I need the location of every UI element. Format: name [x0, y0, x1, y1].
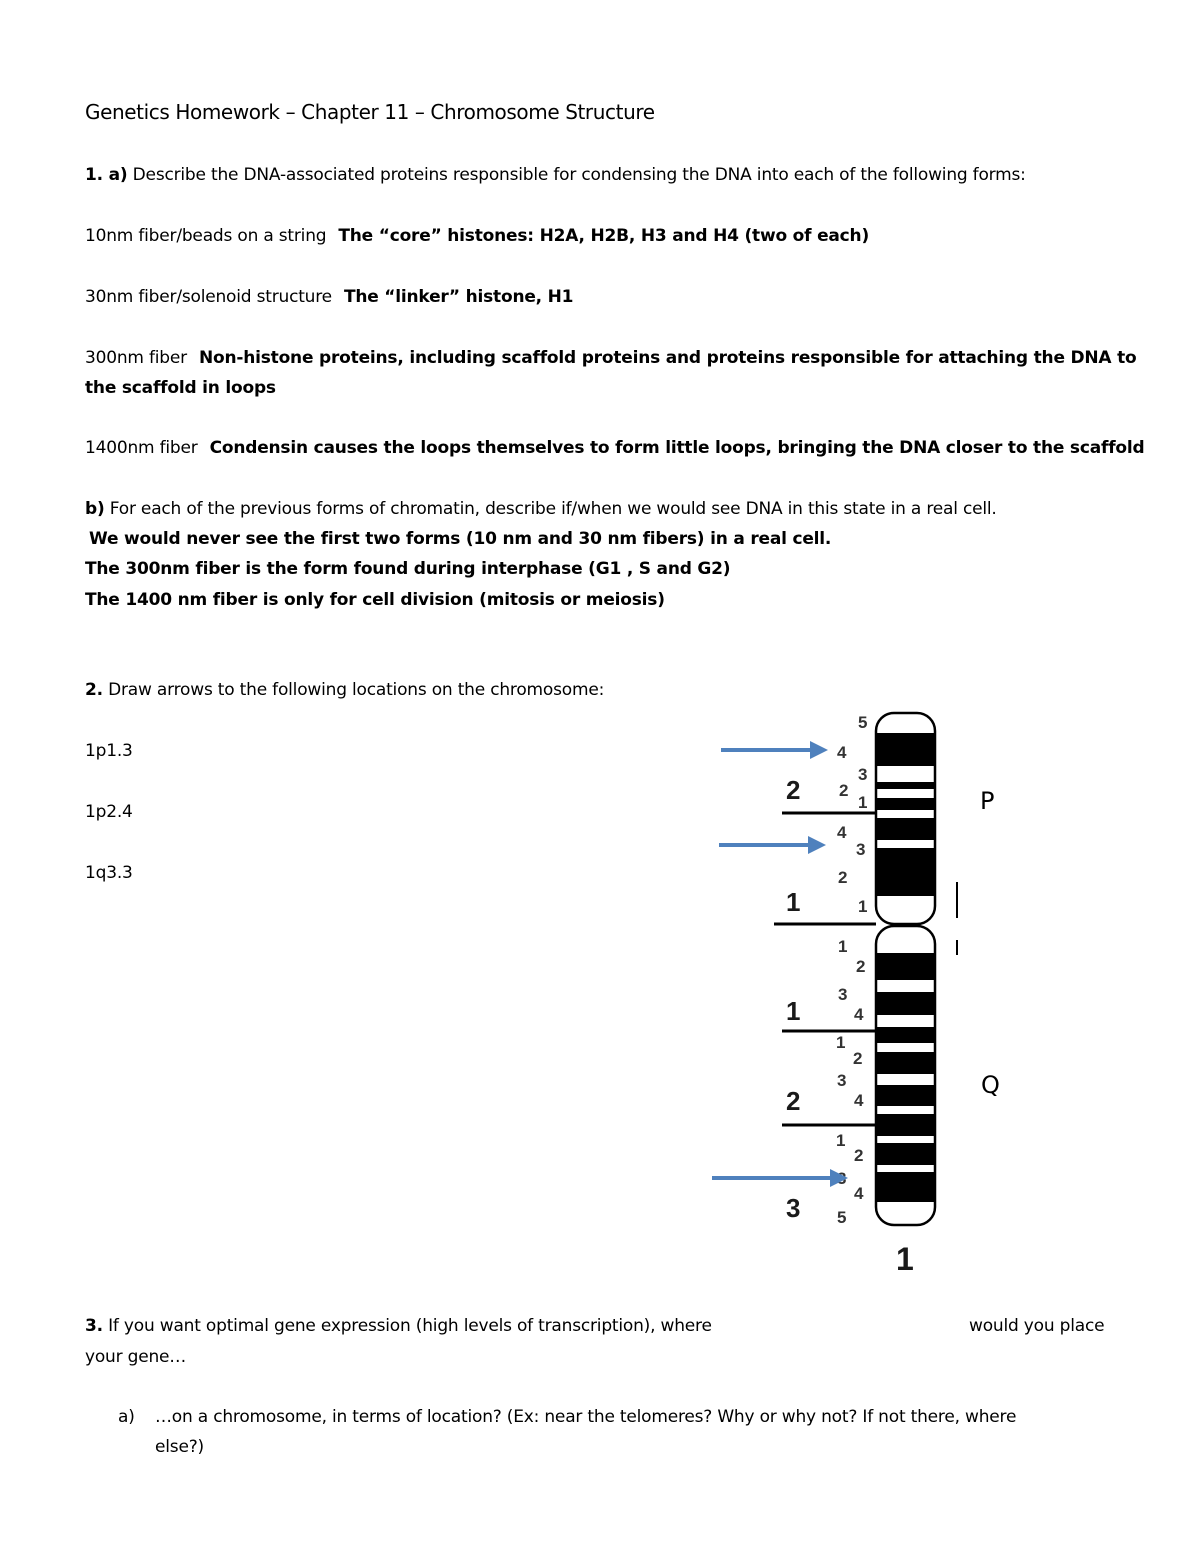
answer-1b-line: The 1400 nm fiber is only for cell division (mitosis or meiosis)	[85, 590, 665, 610]
question-1b-number: b)	[85, 499, 105, 519]
question-3-number: 3.	[85, 1316, 103, 1336]
question-3a-text: …on a chromosome, in terms of location? (Ex: near the telomeres? Why or why not? If not there, where	[155, 1407, 1017, 1427]
question-1a-text: Describe the DNA-associated proteins responsible for condensing the DNA into each of the following forms:	[132, 165, 1026, 185]
band-label: 4	[837, 823, 847, 842]
fiber-row-1400nm	[85, 437, 1144, 459]
location-item: 1p1.3	[85, 741, 133, 761]
fiber-label: 10nm fiber/beads on a string	[85, 226, 327, 246]
fiber-label: 300nm fiber	[85, 348, 187, 368]
question-3-text: If you want optimal gene expression (high levels of transcription), where	[108, 1316, 712, 1336]
chromosome-number: 1	[896, 1241, 914, 1277]
fiber-label: 30nm fiber/solenoid structure	[85, 287, 332, 307]
question-1b-text: For each of the previous forms of chromatin, describe if/when we would see DNA in this state in a real cell.	[109, 499, 997, 519]
region-label: 2	[786, 775, 801, 805]
fiber-label: 1400nm fiber	[85, 438, 198, 458]
band-label: 1	[836, 1131, 846, 1150]
answer-arrows	[712, 741, 848, 1187]
question-3	[85, 1315, 712, 1337]
band-label: 3	[858, 765, 868, 784]
fiber-row-30nm	[85, 286, 573, 308]
chromosome-ideogram	[700, 700, 1020, 1280]
fiber-answer: The “core” histones: H2A, H2B, H3 and H4 (two of each)	[338, 226, 870, 246]
question-1b	[85, 498, 997, 520]
q-arm-bands	[876, 926, 935, 1225]
band-label: 2	[854, 1146, 864, 1165]
band-label: 4	[854, 1005, 864, 1024]
q-arm-label: Q	[981, 1071, 1000, 1099]
arrow-1q3.3-icon	[712, 1169, 848, 1187]
fiber-row-300nm	[85, 347, 1137, 369]
question-3-text-right: would you place	[969, 1316, 1105, 1336]
band-label: 5	[837, 1208, 847, 1227]
answer-1b-line: We would never see the first two forms (10 nm and 30 nm fibers) in a real cell.	[89, 529, 832, 549]
p-arm-bands	[876, 713, 935, 924]
band-label: 4	[854, 1091, 864, 1110]
fiber-answer: Non-histone proteins, including scaffold proteins and proteins responsible for attaching the DNA to	[198, 348, 1137, 368]
band-label: 1	[858, 897, 868, 916]
p-arm-label: P	[980, 787, 995, 815]
region-label: 1	[786, 887, 801, 917]
band-label: 1	[838, 937, 848, 956]
band-label: 2	[853, 1049, 863, 1068]
answer-1b-line: The 300nm fiber is the form found during interphase (G1 , S and G2)	[85, 559, 731, 579]
region-label: 3	[786, 1193, 801, 1223]
region-label: 2	[786, 1086, 801, 1116]
fiber-answer-continued: the scaffold in loops	[85, 378, 276, 398]
fiber-answer: The “linker” histone, H1	[343, 287, 574, 307]
band-label: 1	[858, 793, 868, 812]
page-title: Genetics Homework – Chapter 11 – Chromosome Structure	[85, 100, 655, 124]
band-label: 1	[836, 1033, 846, 1052]
question-3-text-continued: your gene…	[85, 1347, 187, 1367]
location-item: 1p2.4	[85, 802, 133, 822]
question-2-number: 2.	[85, 680, 103, 700]
band-label: 2	[839, 781, 849, 800]
location-item: 1q3.3	[85, 863, 133, 883]
question-1a-number: 1. a)	[85, 165, 128, 185]
band-label: 5	[858, 713, 868, 732]
band-label: 2	[856, 957, 866, 976]
band-label: 4	[854, 1184, 864, 1203]
band-label: 3	[837, 1071, 847, 1090]
question-1a	[85, 164, 1026, 186]
band-label: 2	[838, 868, 848, 887]
arrow-1p1.3-icon	[721, 741, 828, 759]
band-label: 3	[856, 840, 866, 859]
region-label: 1	[786, 996, 801, 1026]
question-2	[85, 679, 604, 701]
band-label: 3	[838, 985, 848, 1004]
band-label: 4	[837, 743, 847, 762]
question-3a-marker: a)	[118, 1407, 135, 1427]
fiber-row-10nm	[85, 225, 869, 247]
fiber-answer: Condensin causes the loops themselves to form little loops, bringing the DNA closer to the scaffold	[209, 438, 1145, 458]
arrow-1p2.4-icon	[719, 836, 826, 854]
question-3a-text-continued: else?)	[155, 1437, 204, 1457]
question-2-text: Draw arrows to the following locations on the chromosome:	[108, 680, 605, 700]
